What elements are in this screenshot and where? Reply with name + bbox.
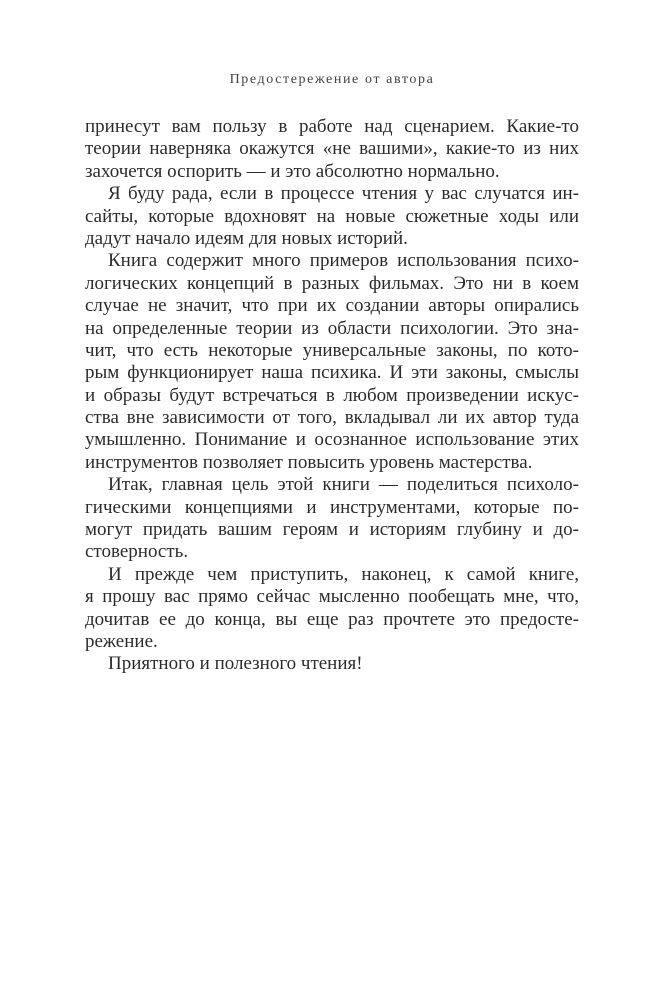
text-line: инструментов позволяет повысить уровень мастерства. <box>85 451 533 473</box>
text-line: Книга содержит много примеров использования психо- <box>108 250 579 272</box>
text-line: случае не значит, что при их создании авторы опирались <box>85 295 579 317</box>
paragraph <box>85 116 579 183</box>
text-line: Я буду рада, если в процессе чтения у вас случатся ин- <box>108 183 579 205</box>
text-line: режение. <box>85 630 158 652</box>
text-line: ства вне зависимости от того, вкладывал ли их автор туда <box>85 407 579 429</box>
text-line: И прежде чем приступить, наконец, к самой книге, <box>108 563 579 585</box>
text-line: чит, что есть некоторые универсальные законы, по кото- <box>85 339 579 361</box>
running-header: Предостережение от автора <box>229 72 435 87</box>
page-body <box>85 116 579 676</box>
text-line: теории наверняка окажутся «не вашими», какие-то из них <box>85 138 579 160</box>
text-line: гическими концепциями и инструментами, которые по- <box>85 496 579 518</box>
paragraph <box>85 474 579 564</box>
text-line: я прошу вас прямо сейчас мысленно пообещать мне, что, <box>85 586 579 608</box>
text-line: стоверность. <box>85 541 189 563</box>
text-line: рым функционирует наша психика. И эти законы, смыслы <box>85 362 579 384</box>
text-line: Приятного и полезного чтения! <box>108 653 363 675</box>
text-line: логических концепций в разных фильмах. Это ни в коем <box>85 272 579 294</box>
paragraph <box>85 653 579 675</box>
text-line: дадут начало идеям для новых историй. <box>85 227 408 249</box>
text-line: захочется оспорить — и это абсолютно нормально. <box>85 160 500 182</box>
text-line: принесут вам пользу в работе над сценарием. Какие-то <box>85 116 579 137</box>
paragraph <box>85 564 579 654</box>
text-line: умышленно. Понимание и осознанное использование этих <box>85 429 579 451</box>
text-line: могут придать вашим героям и историям глубину и до- <box>85 519 579 541</box>
paragraph <box>85 183 579 250</box>
text-line: дочитав ее до конца, вы еще раз прочтете это предосте- <box>85 608 579 630</box>
text-line: и образы будут встречаться в любом произведении искус- <box>85 384 579 406</box>
text-line: на определенные теории из области психологии. Это зна- <box>85 317 579 339</box>
text-line: Итак, главная цель этой книги — поделиться психоло- <box>108 474 579 496</box>
text-line: сайты, которые вдохновят на новые сюжетные ходы или <box>85 205 579 227</box>
paragraph <box>85 250 579 474</box>
